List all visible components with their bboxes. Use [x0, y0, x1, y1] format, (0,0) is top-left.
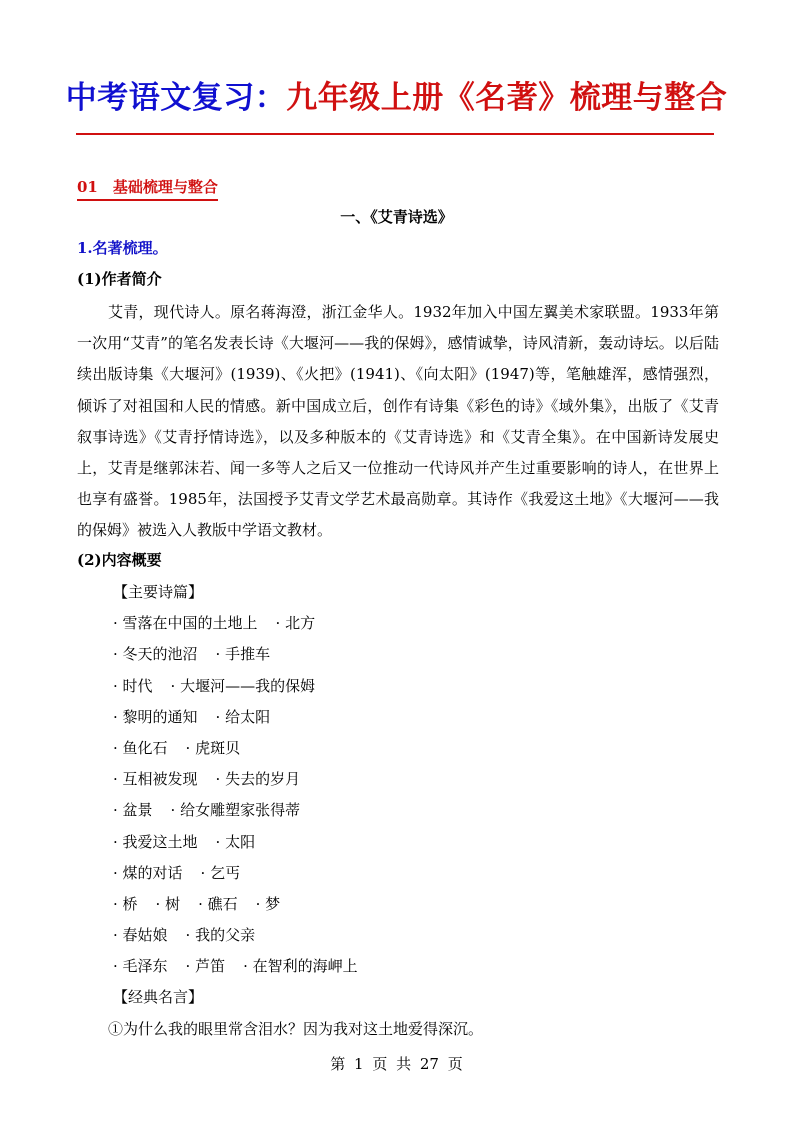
- poem-title: · 给太阳: [215, 707, 271, 726]
- poem-row: [113, 764, 483, 795]
- poem-row: [113, 702, 483, 733]
- poem-title: · 冬天的池沼: [113, 645, 198, 664]
- poem-title: · 雪落在中国的土地上: [113, 614, 258, 633]
- author-intro-paragraph: 艾青，现代诗人。原名蒋海澄，浙江金华人。1932年加入中国左翼美术家联盟。1933年第一次用“艾青”的笔名发表长诗《大堰河——我的保姆》，感情诚挚，诗风清新，轰动诗坛。以后陆续出版诗集《大堰河》(1939)、《火把》(1941)、《向太阳》(1947)等，笔触雄浑，感情强烈，倾诉了对祖国和人民的情感。新中国成立后，创作有诗集《彩色的诗》《域外集》，出版了《艾青叙事诗选》《艾青抒情诗选》，以及多种版本的《艾青诗选》和《艾青全集》。在中国新诗发展史上，艾青是继郭沫若、闻一多等人之后又一位推动一代诗风并产生过重要影响的诗人，在世界上也享有盛誉。1985年，法国授予艾青文学艺术最高勋章。其诗作《我爱这土地》《大堰河——我的保姆》被选入人教版中学语文教材。: [77, 303, 719, 540]
- major-poems-label: 【主要诗篇】: [113, 583, 204, 601]
- poem-row: [113, 858, 483, 889]
- poem-title: · 黎明的通知: [113, 707, 198, 726]
- poem-title: · 在智利的海岬上: [243, 957, 358, 976]
- poem-title: · 失去的岁月: [215, 770, 301, 789]
- poem-title: · 我的父亲: [185, 926, 256, 945]
- poem-row: [113, 951, 483, 982]
- poem-title: · 乞丐: [200, 863, 241, 882]
- quotes-label: 【经典名言】: [113, 988, 204, 1007]
- poem-title: · 鱼化石: [113, 738, 168, 757]
- page-footer: 第 1 页 共 27 页: [330, 1055, 463, 1073]
- poem-row: [113, 889, 483, 920]
- poem-title: · 芦笛: [185, 957, 226, 976]
- poem-title: · 北方: [275, 614, 316, 633]
- poem-title: · 桥: [113, 894, 138, 913]
- title-part-blue: 中考语文复习：: [65, 80, 287, 116]
- poem-title: · 毛泽东: [113, 957, 168, 976]
- poem-title: · 时代: [113, 676, 153, 695]
- poem-row: [113, 733, 483, 764]
- poem-rows: [113, 608, 483, 982]
- poem-title: · 我爱这土地: [113, 832, 198, 851]
- poem-title: · 树: [155, 894, 181, 913]
- poem-title: · 给女雕塑家张得蒂: [170, 801, 301, 820]
- poem-row: [113, 671, 483, 702]
- poem-title: · 梦: [255, 894, 281, 913]
- book-title: 一、《艾青诗选》: [340, 208, 453, 226]
- document-title: [0, 76, 793, 120]
- poem-row: [113, 608, 483, 639]
- title-part-red: 九年级上册《名著》梳理与整合: [286, 80, 728, 116]
- quote-item: ①为什么我的眼里常含泪水？因为我对这土地爱得深沉。: [108, 1019, 484, 1038]
- poem-title: · 手推车: [215, 645, 271, 664]
- poem-row: [113, 920, 483, 951]
- poem-list: [108, 577, 484, 1045]
- poem-title: · 互相被发现: [113, 770, 198, 789]
- section-heading: 01 基础梳理与整合: [77, 176, 218, 201]
- title-divider: [76, 133, 714, 135]
- heading-content: (2)内容概要: [77, 551, 162, 569]
- poem-row: [113, 639, 483, 670]
- poem-title: · 春姑娘: [113, 926, 168, 945]
- poem-title: · 大堰河——我的保姆: [170, 676, 316, 695]
- poem-title: · 虎斑贝: [185, 738, 241, 757]
- poem-row: [113, 827, 483, 858]
- heading-author: (1)作者简介: [77, 270, 162, 288]
- poem-title: · 太阳: [215, 832, 256, 851]
- poem-row: [113, 795, 483, 826]
- heading-book-review: 1.名著梳理。: [77, 239, 168, 257]
- poem-title: · 盆景: [113, 801, 153, 820]
- poem-title: · 礁石: [198, 894, 238, 913]
- poem-title: · 煤的对话: [113, 863, 183, 882]
